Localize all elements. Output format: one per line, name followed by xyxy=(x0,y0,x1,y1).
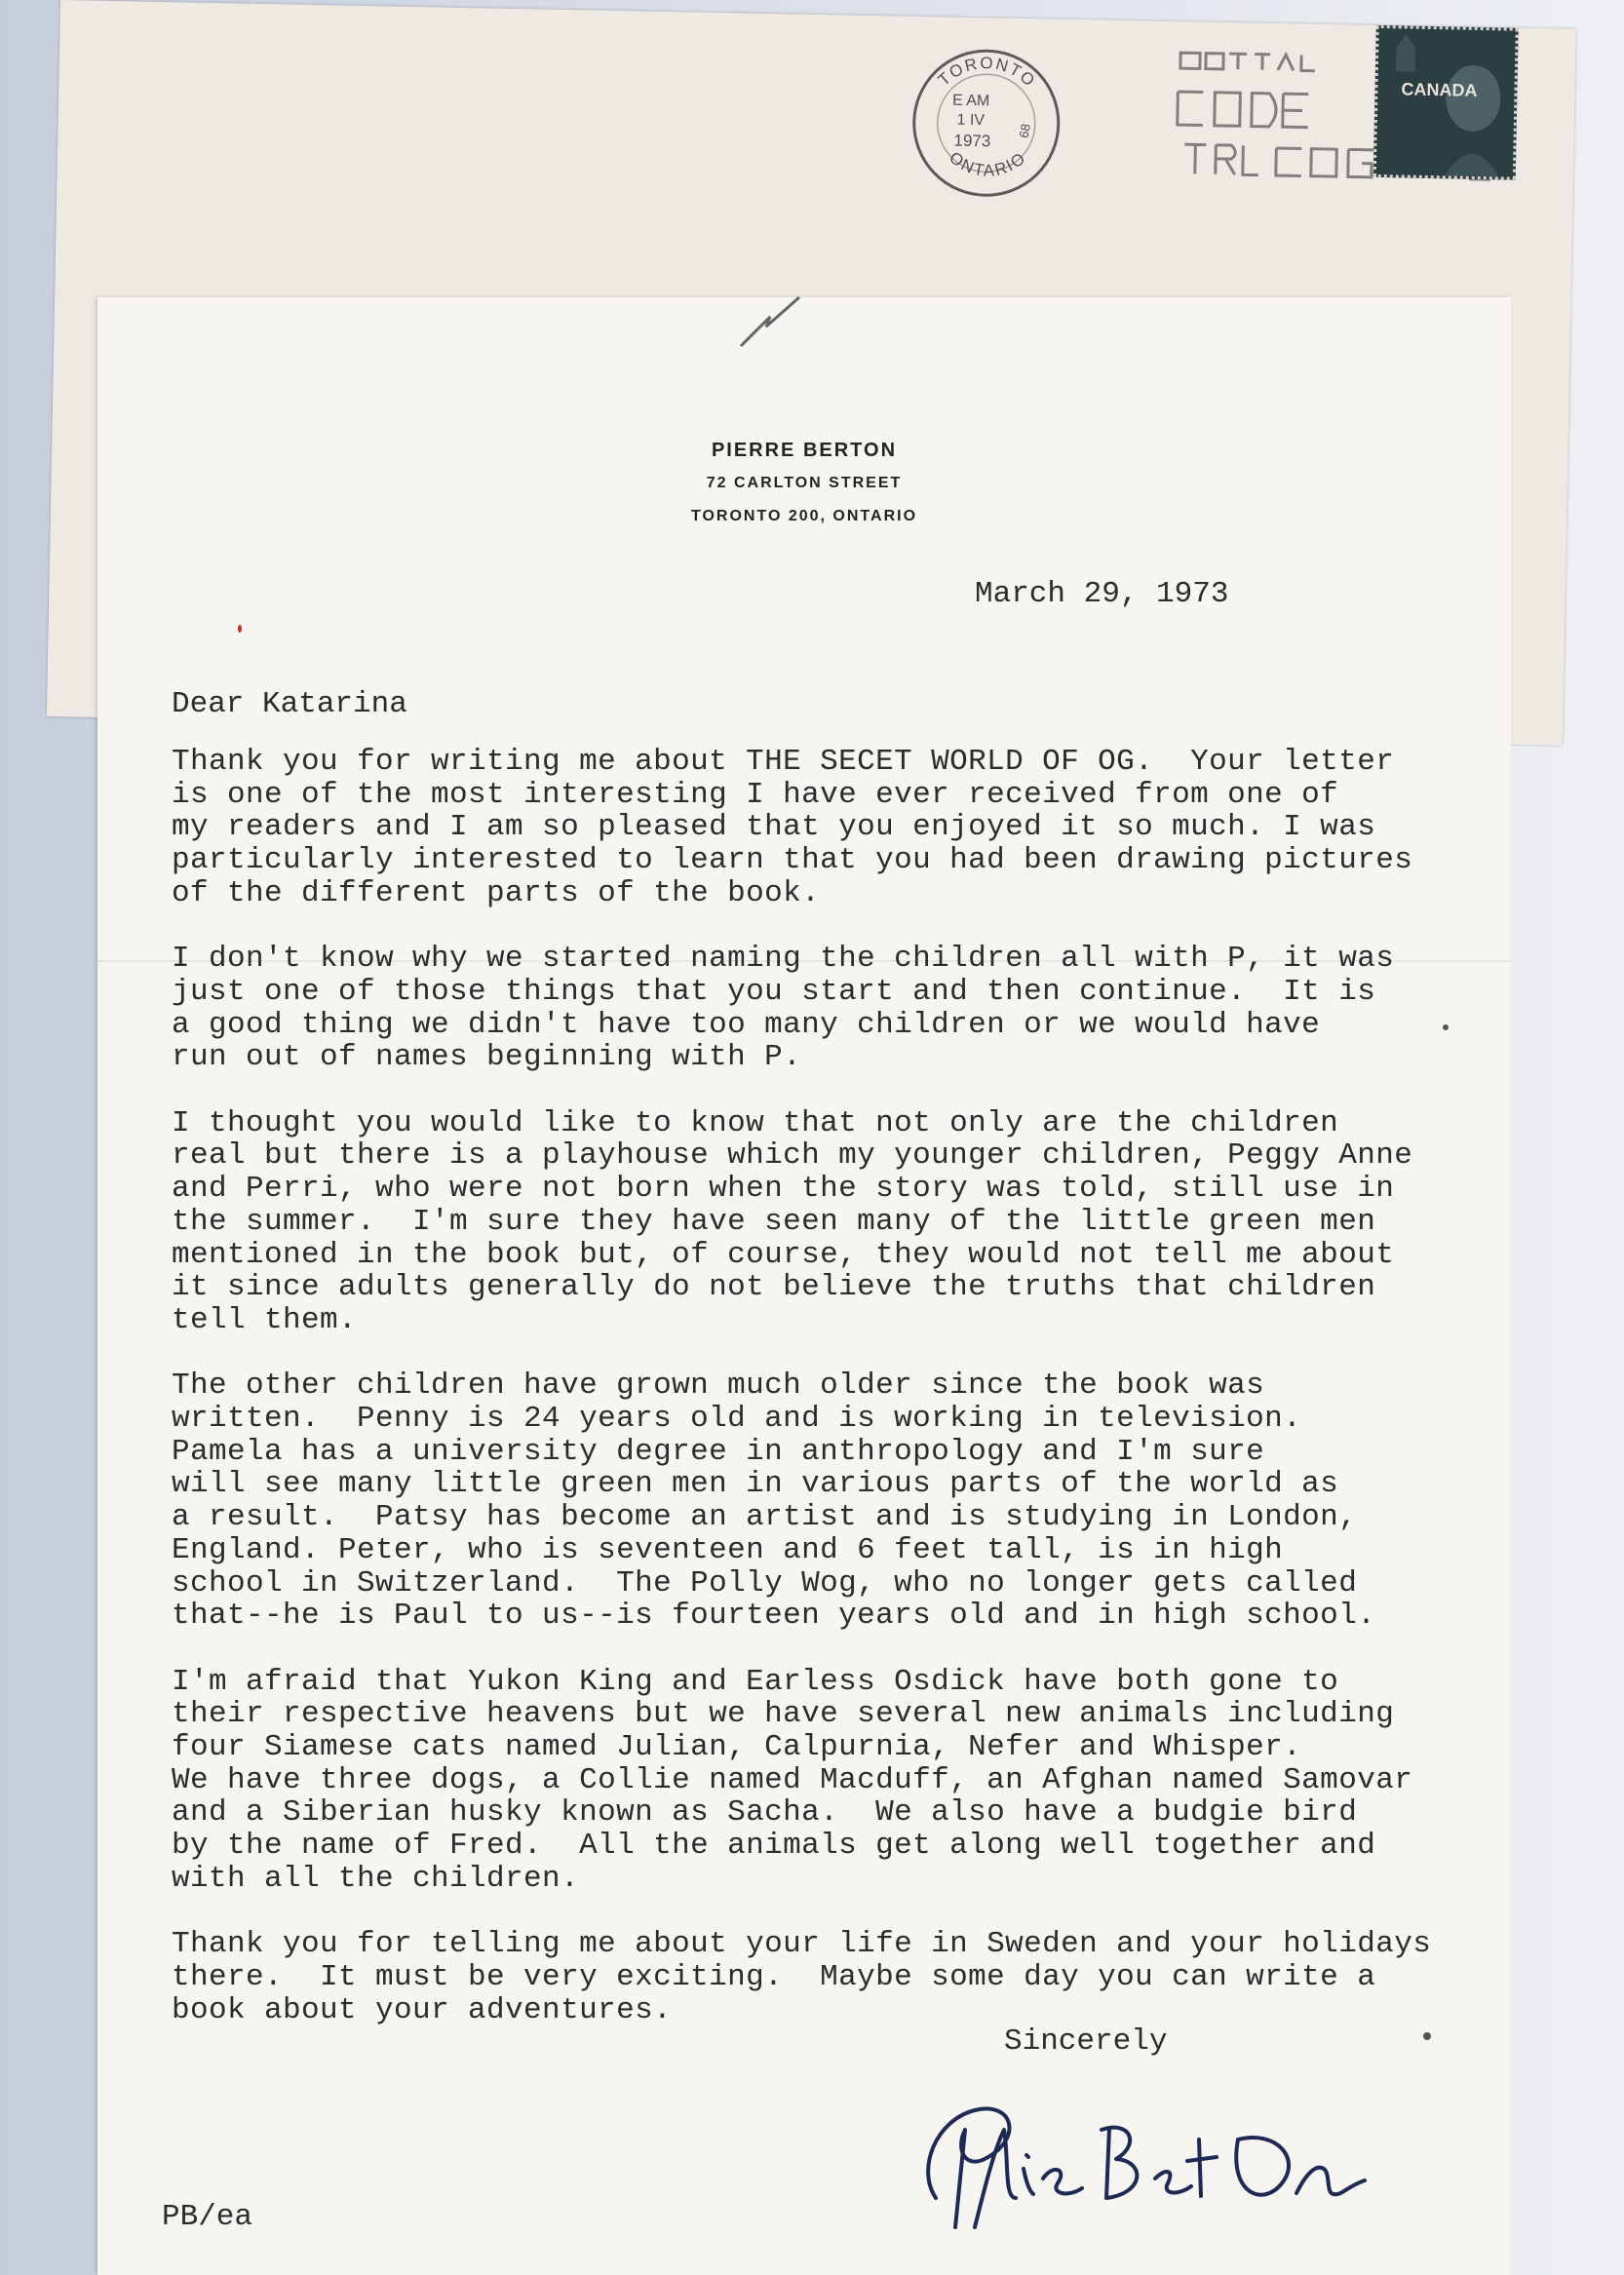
postmark-year: 1973 xyxy=(953,131,991,151)
postmark-province: ONTARIO xyxy=(946,147,1030,180)
paper-mark xyxy=(731,288,819,356)
ink-speck xyxy=(238,625,242,633)
postmark-day-month: 1 IV xyxy=(956,111,986,130)
letterhead-city: TORONTO 200, ONTARIO xyxy=(690,508,918,524)
paragraph-4: The other children have grown much older since the book was written. Penny is 24 years old and is working in television. Pamela has a university degree in anthropology and I'm sure will see many little green men in various parts of the world as a result. Patsy has become an artist and is studying in London, England. Peter, who is seventeen and 6 feet tall, is in high school in Switzerland. The Polly Wog, who no longer gets called that--he is Paul to us--is fourteen years old and in high school. xyxy=(172,1369,1376,1634)
signature xyxy=(907,2071,1413,2237)
postmark xyxy=(907,44,1065,203)
postmark-city: TORONTO xyxy=(934,54,1040,92)
typist-initials: PB/ea xyxy=(162,2200,253,2234)
svg-text:TORONTO xyxy=(934,53,1039,91)
paragraph-5: I'm afraid that Yukon King and Earless Osdick have both gone to their respective heavens but we have several new animals including four Siamese cats named Julian, Calpurnia, Nefer and Whisper. We have three dogs, a Collie named Macduff, an Afghan named Samovar and a Siberian husky known as Sacha. We also have a budgie bird by the name of Fred. All the animals get along well together and with all the children. xyxy=(172,1664,1413,1896)
stamp-country: CANADA xyxy=(1401,79,1478,100)
paragraph-6: Thank you for telling me about your life in Sweden and your holidays there. It must be very exciting. Maybe some day you can write a book about your adventures. xyxy=(172,1927,1432,2027)
postage-stamp xyxy=(1373,25,1519,180)
stamp-portrait xyxy=(1376,28,1516,177)
letterhead-street: 72 CARLTON STREET xyxy=(706,475,903,491)
closing: Sincerely xyxy=(1004,2024,1168,2059)
svg-text:ONTARIO xyxy=(946,146,1030,180)
letter-date: March 29, 1973 xyxy=(975,577,1229,611)
salutation: Dear Katarina xyxy=(172,687,407,721)
paragraph-2: I don't know why we started naming the children all with P, it was just one of those things that you start and then continue. It is a good thing we didn't have too many children or we would have run out of names beginning with P. xyxy=(172,942,1395,1075)
letterhead xyxy=(97,434,1511,533)
paragraph-1: Thank you for writing me about THE SECET WORLD OF OG. Your letter is one of the most interesting I have ever received from one of my readers and I am so pleased that you enjoyed it so much. I was particularly interested to learn that you had been drawing pictures of the different parts of the book. xyxy=(172,745,1413,910)
letter-sheet xyxy=(97,297,1511,2275)
letterhead-name: PIERRE BERTON xyxy=(711,440,898,461)
paragraph-3: I thought you would like to know that not only are the children real but there is a playhouse which my younger children, Peggy Anne and Perri, who were not born when the story was told, still use in the summer. I'm sure they have seen many of the little green men mentioned in the book but, of course, they would not tell me about it since adults generally do not believe the truths that children tell them. xyxy=(172,1105,1413,1337)
letter-body xyxy=(172,746,1497,2060)
postmark-time: E AM xyxy=(951,92,990,110)
postmark-code: 68 xyxy=(1016,122,1033,139)
